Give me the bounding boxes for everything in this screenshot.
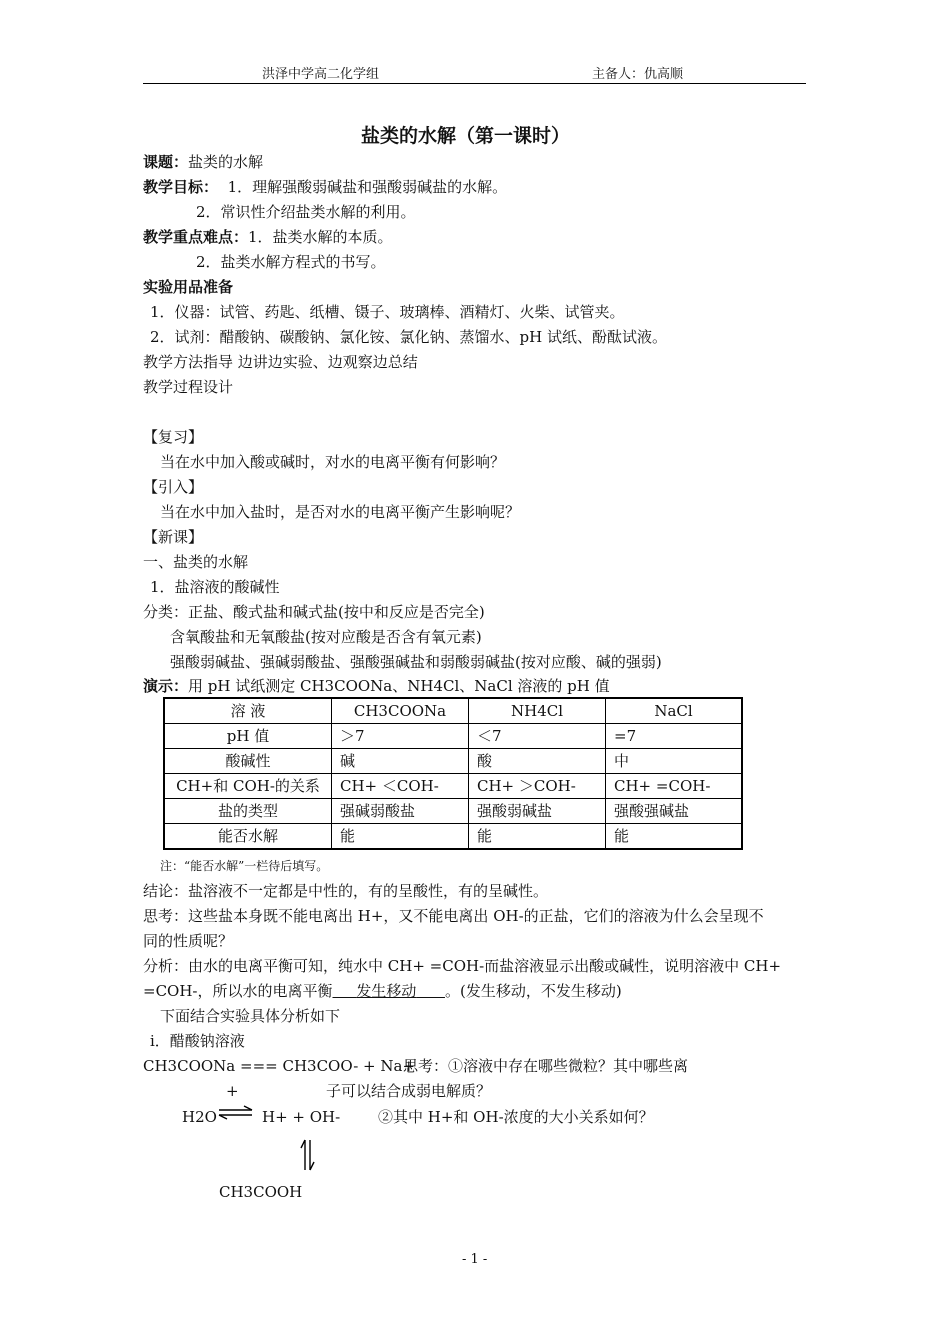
equilibrium-arrow-icon	[218, 1104, 254, 1120]
page-number: - 1 -	[462, 1252, 488, 1267]
table-cell: NaCl	[606, 698, 743, 724]
table-cell: 碱	[332, 749, 469, 774]
table-cell: NH4Cl	[469, 698, 606, 724]
materials-item1: 1．仪器：试管、药匙、纸槽、镊子、玻璃棒、酒精灯、火柴、试管夹。	[150, 303, 625, 321]
objectives-label: 教学目标：	[143, 178, 219, 196]
ph-table	[163, 697, 743, 850]
topic-label: 课题：	[143, 153, 189, 171]
analysis-line2	[143, 981, 622, 1001]
analysis-line2-start: =COH-，所以水的电离平衡	[143, 982, 333, 1000]
water-ions: H+ + OH-	[262, 1108, 341, 1126]
topic-value: 盐类的水解	[188, 153, 264, 171]
keypoints-item2: 2．盐类水解方程式的书写。	[196, 253, 386, 271]
table-cell: 能	[332, 824, 469, 850]
intro-label: 【引入】	[143, 478, 204, 496]
table-cell: pH 值	[164, 724, 332, 749]
table-cell: 强酸弱碱盐	[469, 799, 606, 824]
header-right: 主备人：仇高顺	[592, 67, 684, 82]
acetic-acid-formula: CH3COOH	[219, 1183, 303, 1201]
keypoints-label: 教学重点难点：	[143, 228, 249, 246]
classify-line3: 强酸弱碱盐、强碱弱酸盐、强酸强碱盐和弱酸弱碱盐(按对应酸、碱的强弱)	[170, 653, 662, 671]
analysis-line1: 分析：由水的电离平衡可知，纯水中 CH+ =COH-而盐溶液显示出酸或碱性，说明溶液中 CH+	[143, 957, 782, 975]
table-cell: 能	[469, 824, 606, 850]
table-cell: CH+和 COH-的关系	[164, 774, 332, 799]
table-cell: ＞7	[332, 724, 469, 749]
page-title: 盐类的水解（第一课时）	[361, 125, 571, 147]
equation-ionization: CH3COONa === CH3COO- + Na+	[143, 1057, 416, 1075]
classify-line1: 分类：正盐、酸式盐和碱式盐(按中和反应是否完全)	[143, 603, 485, 621]
review-text: 当在水中加入酸或碱时，对水的电离平衡有何影响？	[160, 453, 506, 471]
plus-sign: +	[226, 1082, 239, 1100]
objectives-item2: 2．常识性介绍盐类水解的利用。	[196, 203, 416, 221]
method-line: 教学方法指导 边讲边实验、边观察边总结	[143, 353, 418, 371]
table-note: 注：“能否水解”一栏待后填写。	[160, 859, 329, 873]
table-cell: CH+ ＜COH-	[332, 774, 469, 799]
process-line: 教学过程设计	[143, 378, 234, 396]
topic-line	[143, 152, 263, 172]
table-row	[164, 774, 742, 799]
table-cell: CH3COONa	[332, 698, 469, 724]
table-cell: CH+ ＞COH-	[469, 774, 606, 799]
table-cell: 盐的类型	[164, 799, 332, 824]
table-row	[164, 749, 742, 774]
table-cell: =7	[606, 724, 743, 749]
objectives-line	[143, 177, 507, 197]
sub-i-heading: i．醋酸钠溶液	[150, 1032, 245, 1050]
table-cell: 能否水解	[164, 824, 332, 850]
table-cell: 中	[606, 749, 743, 774]
table-row	[164, 698, 742, 724]
demo-label: 演示：	[143, 677, 189, 695]
question2: ②其中 H+和 OH-浓度的大小关系如何？	[378, 1108, 654, 1126]
header-left: 洪泽中学高二化学组	[262, 67, 380, 82]
analysis-answer: 发生移动	[356, 982, 417, 1000]
newlesson-label: 【新课】	[143, 528, 204, 546]
header-divider	[143, 83, 806, 84]
question1-line2: 子可以结合成弱电解质？	[326, 1082, 492, 1100]
table-cell: 酸碱性	[164, 749, 332, 774]
question1-line1: 思考：①溶液中存在哪些微粒？其中哪些离	[403, 1057, 689, 1075]
keypoints-item1: 1．盐类水解的本质。	[248, 228, 393, 246]
water-formula: H2O	[182, 1108, 217, 1126]
table-row	[164, 824, 742, 850]
section1-heading: 一、盐类的水解	[143, 553, 249, 571]
table-cell: ＜7	[469, 724, 606, 749]
objectives-item1: 1．理解强酸弱碱盐和强酸弱碱盐的水解。	[227, 178, 508, 196]
table-cell: 强碱弱酸盐	[332, 799, 469, 824]
materials-label: 实验用品准备	[143, 278, 234, 296]
below-line: 下面结合实验具体分析如下	[160, 1007, 341, 1025]
table-row	[164, 724, 742, 749]
think-line2: 同的性质呢？	[143, 932, 234, 950]
table-row	[164, 799, 742, 824]
table-cell: 能	[606, 824, 743, 850]
analysis-answer-blank	[333, 982, 445, 1000]
keypoints-line	[143, 227, 393, 247]
conclusion: 结论：盐溶液不一定都是中性的，有的呈酸性，有的呈碱性。	[143, 882, 549, 900]
table-cell: CH+ =COH-	[606, 774, 743, 799]
sub1-heading: 1．盐溶液的酸碱性	[150, 578, 280, 596]
analysis-line2-end: 。(发生移动，不发生移动)	[444, 982, 622, 1000]
classify-line2: 含氧酸盐和无氧酸盐(按对应酸是否含有氧元素)	[170, 628, 482, 646]
demo-line	[143, 676, 610, 696]
demo-text: 用 pH 试纸测定 CH3COONa、NH4Cl、NaCl 溶液的 pH 值	[188, 677, 610, 695]
materials-item2: 2．试剂：醋酸钠、碳酸钠、氯化铵、氯化钠、蒸馏水、pH 试纸、酚酞试液。	[150, 328, 667, 346]
table-cell: 强酸强碱盐	[606, 799, 743, 824]
think-line1: 思考：这些盐本身既不能电离出 H+，又不能电离出 OH-的正盐，它们的溶液为什么会呈现不	[143, 907, 764, 925]
vertical-equilibrium-arrow-icon	[300, 1138, 316, 1172]
review-label: 【复习】	[143, 428, 204, 446]
intro-text: 当在水中加入盐时，是否对水的电离平衡产生影响呢？	[160, 503, 521, 521]
table-cell: 酸	[469, 749, 606, 774]
table-cell: 溶 液	[164, 698, 332, 724]
